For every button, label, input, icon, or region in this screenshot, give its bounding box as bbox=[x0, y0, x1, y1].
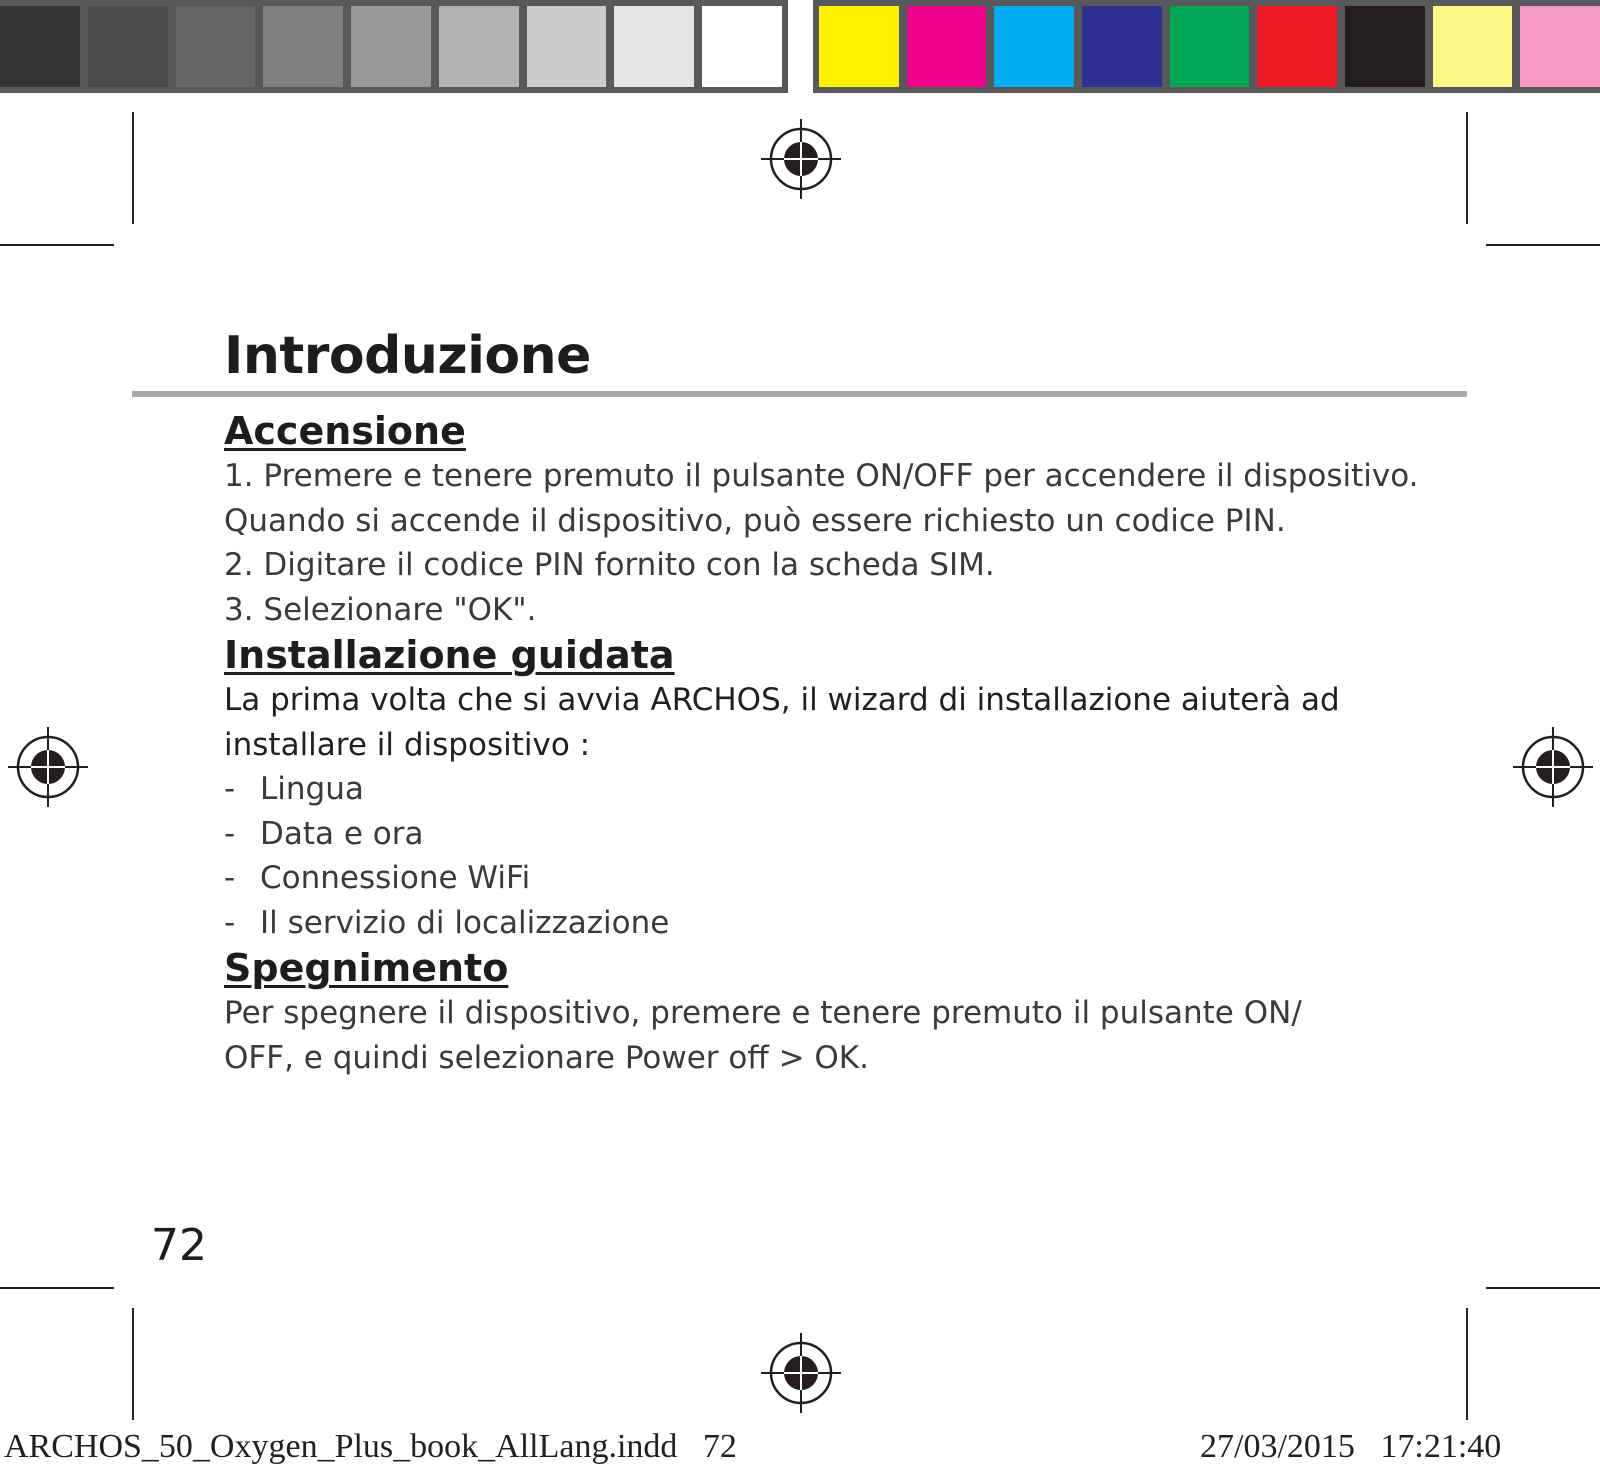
spegnimento-text: Per spegnere il dispositivo, premere e tenere premuto il pulsante ON/ bbox=[224, 995, 1302, 1031]
section-heading-installazione: Installazione guidata bbox=[224, 633, 675, 677]
color-swatch bbox=[1082, 6, 1162, 87]
color-swatch bbox=[1345, 6, 1425, 87]
list-item-label: Connessione WiFi bbox=[260, 860, 531, 896]
list-item-label: Il servizio di localizzazione bbox=[260, 904, 670, 941]
color-swatch bbox=[351, 6, 431, 87]
list-item-label: Lingua bbox=[260, 771, 364, 807]
section-heading-spegnimento: Spegnimento bbox=[224, 946, 509, 990]
bullet-dash: - bbox=[224, 815, 236, 852]
color-swatch bbox=[263, 6, 343, 87]
registration-mark-icon bbox=[8, 727, 88, 807]
list-item bbox=[224, 812, 1484, 857]
color-swatch bbox=[0, 6, 80, 87]
crop-mark bbox=[0, 1287, 114, 1289]
crop-mark bbox=[132, 1308, 134, 1420]
slug-timestamp: 27/03/2015 17:21:40 bbox=[1200, 1428, 1502, 1465]
registration-mark-icon bbox=[761, 119, 841, 199]
color-swatch bbox=[176, 6, 256, 87]
color-swatch bbox=[994, 6, 1074, 87]
color-swatch bbox=[614, 6, 694, 87]
bullet-dash: - bbox=[224, 860, 236, 896]
color-swatch bbox=[439, 6, 519, 87]
color-swatch bbox=[1433, 6, 1513, 87]
color-swatch bbox=[88, 6, 168, 87]
accensione-line: Quando si accende il dispositivo, può essere richiesto un codice PIN. bbox=[224, 502, 1286, 539]
color-swatch bbox=[1257, 6, 1337, 87]
crop-mark bbox=[1466, 1308, 1468, 1420]
list-item bbox=[224, 767, 1484, 812]
accensione-line: 1. Premere e tenere premuto il pulsante ON/OFF per accendere il dispositivo. bbox=[224, 458, 1419, 494]
crop-mark bbox=[1486, 244, 1600, 246]
bullet-dash: - bbox=[224, 904, 236, 941]
page-content bbox=[224, 408, 1484, 1080]
accensione-line: 2. Digitare il codice PIN fornito con la scheda SIM. bbox=[224, 547, 995, 583]
color-swatch bbox=[1520, 6, 1600, 87]
registration-mark-icon bbox=[761, 1333, 841, 1413]
registration-mark-icon bbox=[1513, 727, 1593, 807]
accensione-line: 3. Selezionare "OK". bbox=[224, 591, 537, 628]
crop-mark bbox=[132, 112, 134, 224]
list-item-label: Data e ora bbox=[260, 815, 424, 852]
color-swatch bbox=[527, 6, 607, 87]
color-swatch bbox=[1170, 6, 1250, 87]
slug-filename: ARCHOS_50_Oxygen_Plus_book_AllLang.indd 72 bbox=[4, 1428, 737, 1465]
section-heading-accensione: Accensione bbox=[224, 409, 466, 453]
crop-mark bbox=[1486, 1287, 1600, 1289]
bullet-dash: - bbox=[224, 771, 236, 807]
title-divider bbox=[132, 391, 1467, 397]
color-calibration-bar bbox=[813, 0, 1600, 93]
installazione-intro: installare il dispositivo : bbox=[224, 726, 591, 763]
color-swatch bbox=[819, 6, 899, 87]
installazione-intro: La prima volta che si avvia ARCHOS, il wizard di installazione aiuterà ad bbox=[224, 682, 1340, 718]
color-swatch bbox=[907, 6, 987, 87]
page-title: Introduzione bbox=[224, 326, 591, 386]
list-item bbox=[224, 901, 1484, 946]
page-number: 72 bbox=[151, 1220, 207, 1271]
grayscale-calibration-bar bbox=[0, 0, 788, 93]
crop-mark bbox=[0, 244, 114, 246]
spegnimento-text: OFF, e quindi selezionare Power off > OK. bbox=[224, 1039, 869, 1076]
color-swatch bbox=[702, 6, 782, 87]
list-item bbox=[224, 856, 1484, 901]
crop-mark bbox=[1466, 112, 1468, 224]
